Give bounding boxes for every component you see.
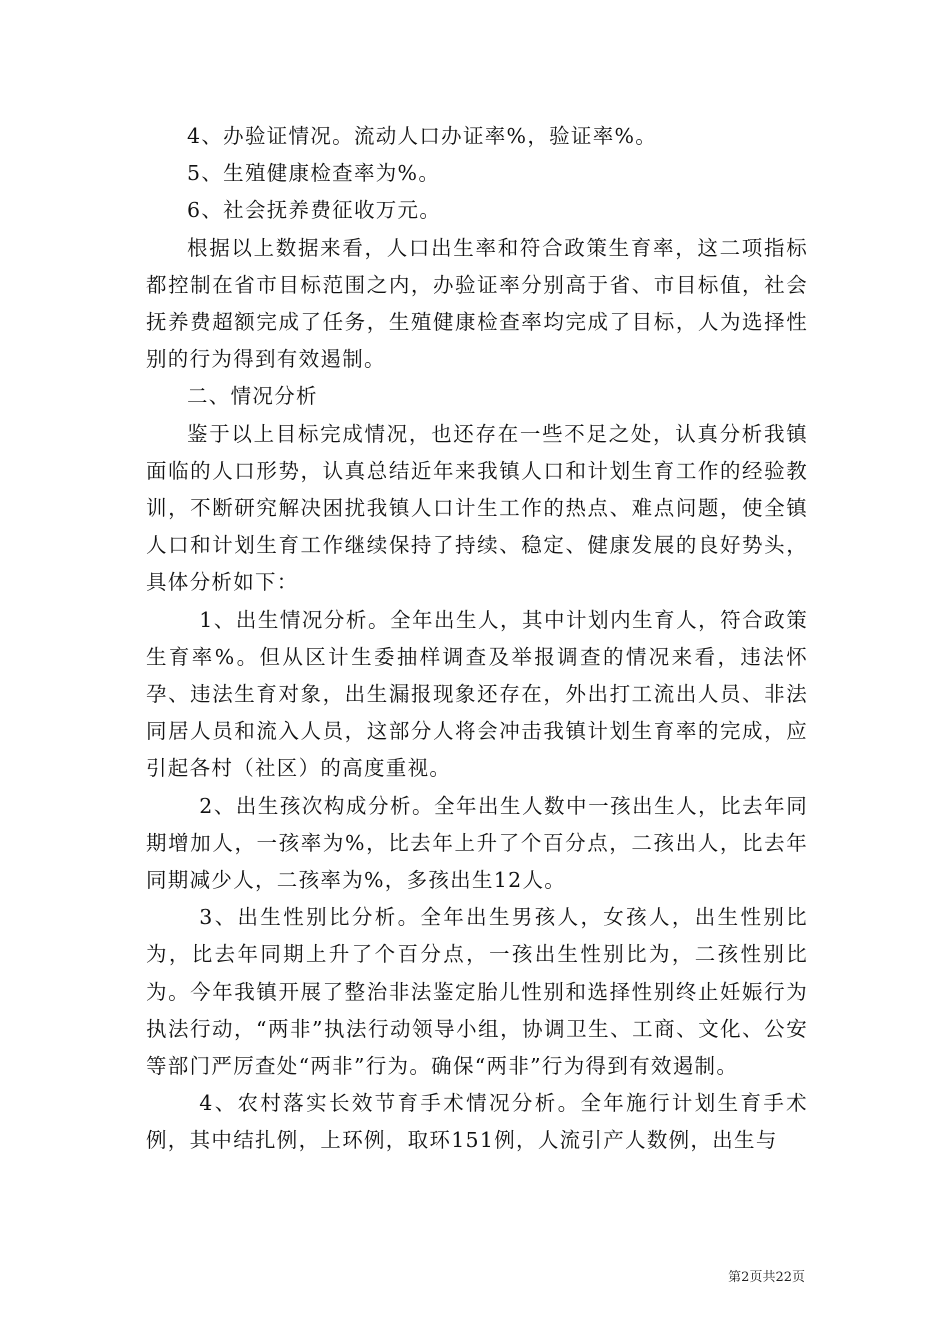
document-body [146,118,808,1160]
page-footer [0,1266,805,1285]
page-number: 第2页共22页 [728,1270,805,1285]
section-heading-analysis: 二、情况分析 [187,384,318,409]
paragraph-summary: 根据以上数据来看，人口出生率和符合政策生育率，这二项指标都控制在省市目标范围之内，办验证率分别高于省、市目标值，社会抚养费超额完成了任务，生殖健康检查率均完成了目标，人为选择性别的行为得到有效遏制。 [146,235,808,372]
paragraph-birth-order-analysis: 2、出生孩次构成分析。全年出生人数中一孩出生人，比去年同期增加人，一孩率为%，比去年上升了个百分点，二孩出人，比去年同期减少人，二孩率为%，多孩出生12人。 [146,793,808,893]
paragraph-contraception-analysis: 4、农村落实长效节育手术情况分析。全年施行计划生育手术例，其中结扎例，上环例，取环151例，人流引产人数例，出生与 [146,1091,808,1153]
paragraph-analysis-intro: 鉴于以上目标完成情况，也还存在一些不足之处，认真分析我镇面临的人口形势，认真总结近年来我镇人口和计划生育工作的经验教训，不断研究解决困扰我镇人口计生工作的热点、难点问题，使全镇人口和计划生育工作继续保持了持续、稳定、健康发展的良好势头，具体分析如下： [146,421,808,595]
paragraph-sex-ratio-analysis: 3、出生性别比分析。全年出生男孩人，女孩人，出生性别比为，比去年同期上升了个百分点，一孩出生性别比为，二孩性别比为。今年我镇开展了整治非法鉴定胎儿性别和选择性别终止妊娠行为执法行动，“两非”执法行动领导小组，协调卫生、工商、文化、公安等部门严厉查处“两非”行为。确保“两非”行为得到有效遏制。 [146,905,808,1079]
paragraph-item-5-health-check: 5、生殖健康检查率为%。 [187,161,441,186]
paragraph-item-6-social-fee: 6、社会抚养费征收万元。 [187,198,442,223]
paragraph-birth-analysis: 1、出生情况分析。全年出生人，其中计划内生育人，符合政策生育率%。但从区计生委抽样调查及举报调查的情况来看，违法怀孕、违法生育对象，出生漏报现象还存在，外出打工流出人员、非法同居人员和流入人员，这部分人将会冲击我镇计划生育率的完成，应引起各村（社区）的高度重视。 [146,607,808,781]
paragraph-item-4-permit: 4、办验证情况。流动人口办证率%，验证率%。 [187,124,658,148]
